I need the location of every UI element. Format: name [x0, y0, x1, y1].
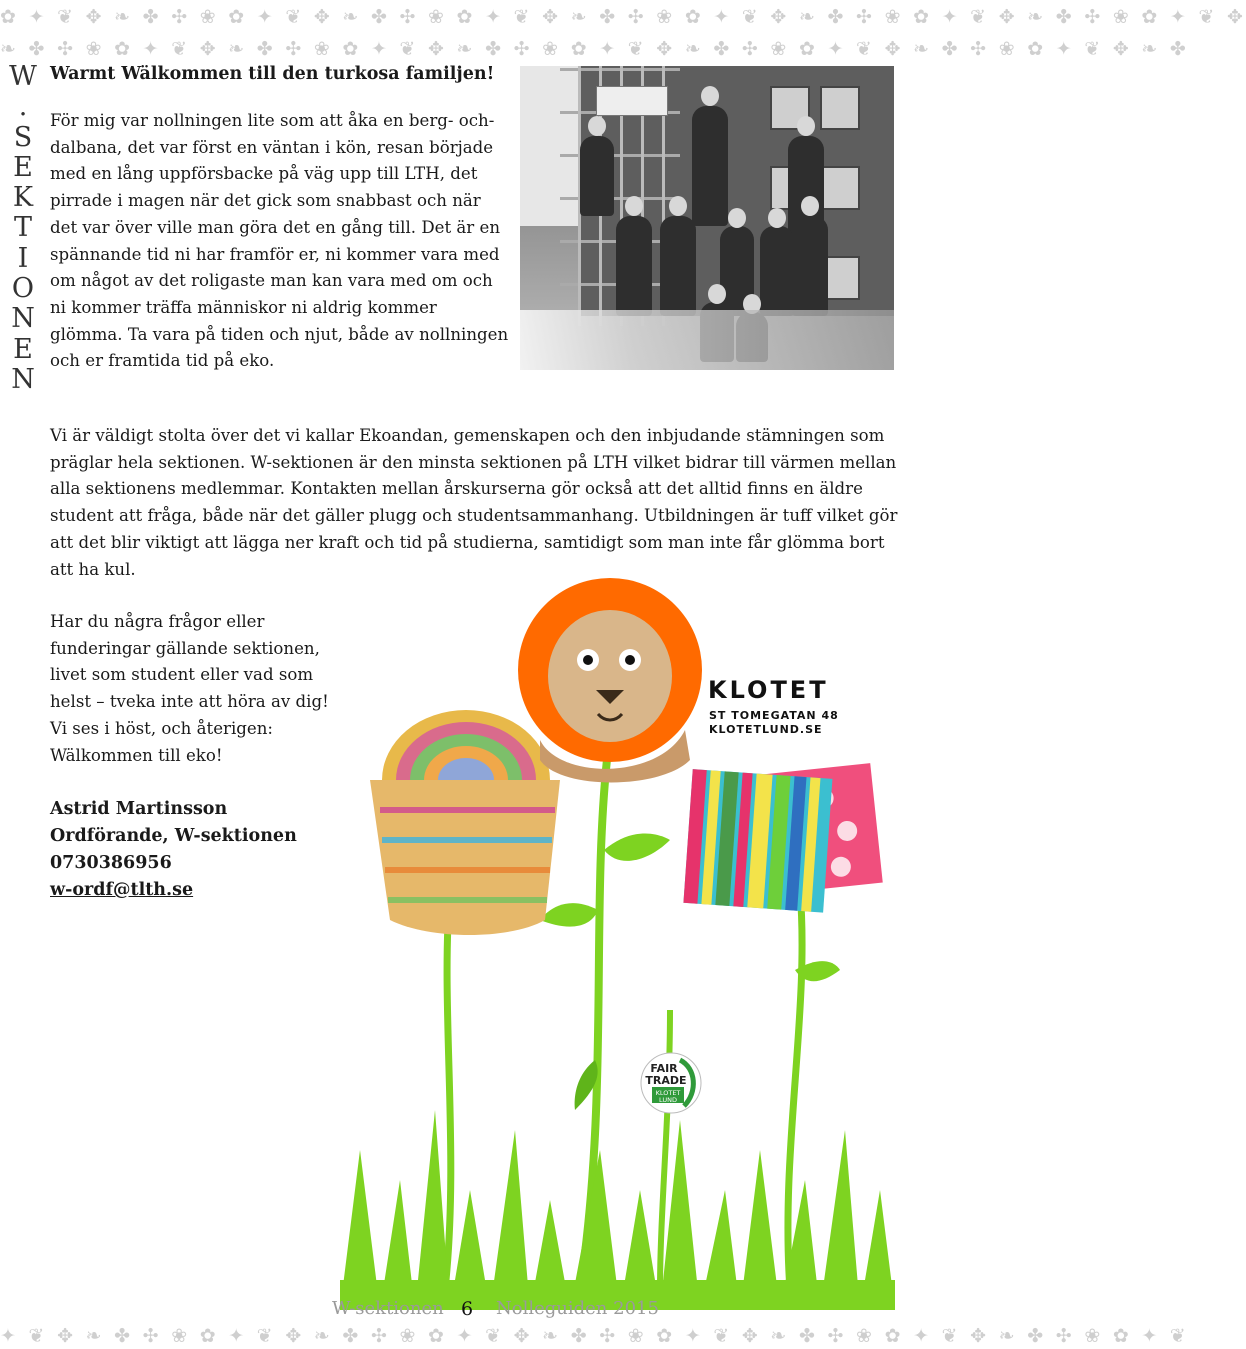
- side-letter: I: [17, 242, 29, 274]
- side-letter: E: [13, 151, 33, 183]
- side-letter: O: [11, 273, 35, 305]
- klotet-ad-address: ST TOMEGATAN 48: [709, 709, 839, 722]
- side-letter: N: [11, 363, 35, 395]
- klotet-ad-title: KLOTET: [708, 676, 829, 704]
- intro-paragraph: För mig var nollningen lite som att åka en berg- och-dalbana, det var först en väntan i kön, resan började med en lång uppförsbacke på väg upp till LTH, det pirrade i magen när det gick som snabbast och när det var över ville man göra det en gång till. Det är en spännande tid ni har framför er, ni kommer vara med om något av det roligaste man kan vara med om och ni kommer träffa människor ni aldrig kommer glömma. Ta vara på tiden och njut, både av nollningen och er framtida tid på eko.: [50, 111, 509, 371]
- top-decorative-border-2: ❧ ✤ ✣ ❀ ✿ ✦ ❦ ✥ ❧ ✤ ✣ ❀ ✿ ✦ ❦ ✥ ❧ ✤ ✣ ❀ ✿ ✦ ❦ ✥ ❧ ✤ ✣ ❀ ✿ ✦ ❦ ✥ ❧ ✤ ✣ ❀ ✿ ✦ ❦ ✥ ❧ ✤: [0, 38, 1189, 60]
- top-decorative-border: ✿ ✦ ❦ ✥ ❧ ✤ ✣ ❀ ✿ ✦ ❦ ✥ ❧ ✤ ✣ ❀ ✿ ✦ ❦ ✥ ❧ ✤ ✣ ❀ ✿ ✦ ❦ ✥ ❧ ✤ ✣ ❀ ✿ ✦ ❦ ✥ ❧ ✤ ✣ ❀ ✿ ✦ ❦ ✥: [0, 6, 1246, 28]
- vertical-section-name: [8, 62, 38, 395]
- contact-paragraph: Har du några frågor eller funderingar gällande sektionen, livet som student eller vad som helst – tveka inte att höra av dig! Vi ses i höst, och återigen: Wälkommen till eko!: [50, 612, 329, 765]
- body-paragraph: Vi är väldigt stolta över det vi kallar Ekoandan, gemenskapen och den inbjudande stämningen som präglar hela sektionen. W-sektionen är den minsta sektionen på LTH vilket bidrar till värmen mellan alla sektionens medlemmar. Kontakten mellan årskurserna gör också att det alltid finns en äldre student att fråga, både när det gäller plugg och studentsammanhang. Utbildningen är tuff vilket gör att det blir viktigt att lägga ner kraft och tid på studierna, samtidigt som man inte får glömma bort att ha kul.: [50, 426, 898, 579]
- svg-text:LUND: LUND: [659, 1096, 677, 1104]
- footer-publication: Nolleguiden 2015: [496, 1298, 659, 1319]
- svg-text:KLOTET: KLOTET: [655, 1089, 681, 1097]
- side-letter: N: [11, 303, 35, 335]
- signature-phone: 0730386956: [50, 853, 172, 873]
- svg-text:TRADE: TRADE: [645, 1074, 687, 1087]
- side-letter: .: [18, 91, 28, 123]
- signature-name: Astrid Martinsson: [50, 799, 228, 819]
- footer-page-number: 6: [461, 1298, 474, 1320]
- svg-text:FAIR: FAIR: [650, 1062, 678, 1075]
- side-letter: T: [13, 212, 32, 244]
- side-letter: W: [9, 61, 37, 92]
- signature-email-link[interactable]: w-ordf@tlth.se: [50, 880, 194, 900]
- group-photo: [520, 66, 894, 370]
- side-letter: S: [13, 121, 33, 153]
- klotet-ad-website[interactable]: KLOTETLUND.SE: [709, 723, 823, 736]
- bottom-decorative-border: ✦ ❦ ✥ ❧ ✤ ✣ ❀ ✿ ✦ ❦ ✥ ❧ ✤ ✣ ❀ ✿ ✦ ❦ ✥ ❧ ✤ ✣ ❀ ✿ ✦ ❦ ✥ ❧ ✤ ✣ ❀ ✿ ✦ ❦ ✥ ❧ ✤ ✣ ❀ ✿ ✦ ❦: [0, 1325, 1189, 1347]
- fairtrade-badge-logo: [640, 1052, 702, 1114]
- signature-role: Ordförande, W-sektionen: [50, 826, 297, 846]
- side-letter: E: [13, 333, 33, 365]
- banner-sign: [596, 86, 668, 116]
- footer-section-name: W-sektionen: [332, 1298, 444, 1319]
- side-letter: K: [12, 182, 34, 214]
- signature-block: [50, 796, 297, 904]
- page-heading: Warmt Wälkommen till den turkosa familjen!: [50, 64, 495, 84]
